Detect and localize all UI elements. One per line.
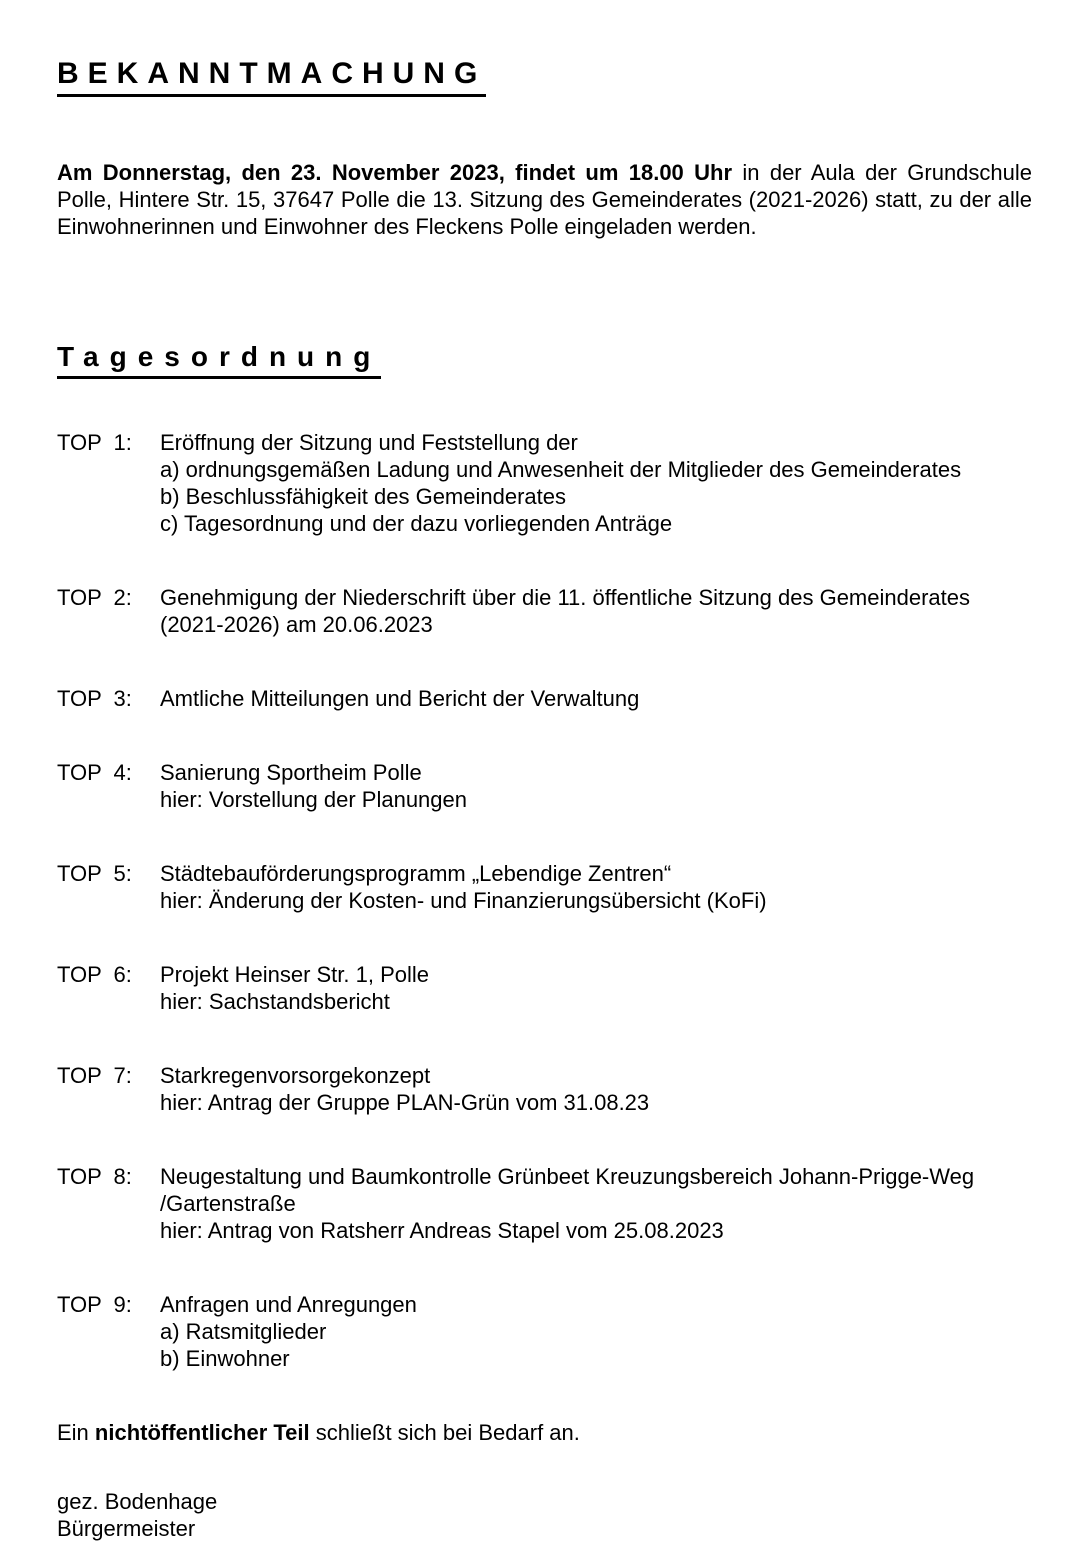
signature-role: Bürgermeister <box>57 1516 196 1541</box>
agenda-line: a) ordnungsgemäßen Ladung und Anwesenheit der Mitglieder des Gemeinderates <box>160 457 962 482</box>
page-title-text: BEKANNTMACHUNG <box>57 56 486 97</box>
closing-suffix: schließt sich bei Bedarf an. <box>309 1420 580 1445</box>
agenda-item-content <box>160 1291 1032 1372</box>
agenda-heading <box>57 340 1032 379</box>
intro-paragraph <box>57 159 1032 240</box>
agenda-item-top1 <box>57 429 1032 537</box>
closing-prefix: Ein <box>57 1420 95 1445</box>
agenda-line: Amtliche Mitteilungen und Bericht der Verwaltung <box>160 686 640 711</box>
agenda-line: hier: Änderung der Kosten- und Finanzierungsübersicht (KoFi) <box>160 888 767 913</box>
agenda-line: hier: Sachstandsbericht <box>160 989 390 1014</box>
agenda-item-label: TOP 6: <box>57 962 132 987</box>
agenda-line: b) Einwohner <box>160 1346 290 1371</box>
agenda-line: Genehmigung der Niederschrift über die 11. öffentliche Sitzung des Gemeinderates <box>160 585 970 610</box>
agenda-line: hier: Vorstellung der Planungen <box>160 787 467 812</box>
agenda-line: Anfragen und Anregungen <box>160 1292 417 1317</box>
agenda-line: Eröffnung der Sitzung und Feststellung der <box>160 430 578 455</box>
agenda-item-content <box>160 584 1032 638</box>
agenda-line: Starkregenvorsorgekonzept <box>160 1063 431 1088</box>
agenda-line: hier: Antrag der Gruppe PLAN-Grün vom 31.08.23 <box>160 1090 650 1115</box>
agenda-line: (2021-2026) am 20.06.2023 <box>160 612 433 637</box>
agenda-item-top8 <box>57 1163 1032 1244</box>
agenda-list <box>57 429 1032 1372</box>
agenda-line: Neugestaltung und Baumkontrolle Grünbeet Kreuzungsbereich Johann-Prigge-Weg <box>160 1164 975 1189</box>
agenda-item-label: TOP 9: <box>57 1292 132 1317</box>
agenda-item-content <box>160 1062 1032 1116</box>
agenda-line: hier: Antrag von Ratsherr Andreas Stapel vom 25.08.2023 <box>160 1218 724 1243</box>
agenda-item-top3 <box>57 685 1032 712</box>
closing-bold-text: nichtöffentlicher Teil <box>94 1420 310 1445</box>
agenda-item-top4 <box>57 759 1032 813</box>
agenda-line: Projekt Heinser Str. 1, Polle <box>160 962 430 987</box>
agenda-heading-text: Tagesordnung <box>57 340 381 379</box>
agenda-item-label: TOP 1: <box>57 430 132 455</box>
intro-bold-text: Am Donnerstag, den 23. November 2023, findet um 18.00 Uhr <box>57 160 733 185</box>
agenda-item-top6 <box>57 961 1032 1015</box>
page-title <box>57 56 1032 97</box>
signature-block <box>57 1488 1032 1542</box>
agenda-item-content <box>160 429 1032 537</box>
agenda-item-content <box>160 961 1032 1015</box>
agenda-line: b) Beschlussfähigkeit des Gemeinderates <box>160 484 566 509</box>
agenda-item-top2 <box>57 584 1032 638</box>
agenda-item-content <box>160 759 1032 813</box>
agenda-item-label: TOP 3: <box>57 686 132 711</box>
agenda-item-top5 <box>57 860 1032 914</box>
agenda-item-label: TOP 5: <box>57 861 132 886</box>
agenda-item-top9 <box>57 1291 1032 1372</box>
agenda-item-content <box>160 685 1032 712</box>
agenda-item-label: TOP 2: <box>57 585 132 610</box>
agenda-item-top7 <box>57 1062 1032 1116</box>
agenda-item-content <box>160 860 1032 914</box>
agenda-item-label: TOP 4: <box>57 760 132 785</box>
agenda-item-label: TOP 8: <box>57 1164 132 1189</box>
closing-note <box>57 1419 1032 1446</box>
agenda-line: a) Ratsmitglieder <box>160 1319 327 1344</box>
agenda-line: Städtebauförderungsprogramm „Lebendige Zentren“ <box>160 861 672 886</box>
agenda-line: c) Tagesordnung und der dazu vorliegenden Anträge <box>160 511 673 536</box>
agenda-line: Sanierung Sportheim Polle <box>160 760 422 785</box>
agenda-item-content <box>160 1163 1032 1244</box>
signature-name: gez. Bodenhage <box>57 1489 218 1514</box>
agenda-line: /Gartenstraße <box>160 1191 296 1216</box>
intro-rest-text: in der Aula der Grundschule Polle, Hintere Str. 15, 37647 Polle die 13. Sitzung des Gemeinderates (2021-2026) statt, zu der alle Einwohnerinnen und Einwohner des Fleckens Polle eingeladen werden. <box>57 160 1033 239</box>
agenda-item-label: TOP 7: <box>57 1063 132 1088</box>
